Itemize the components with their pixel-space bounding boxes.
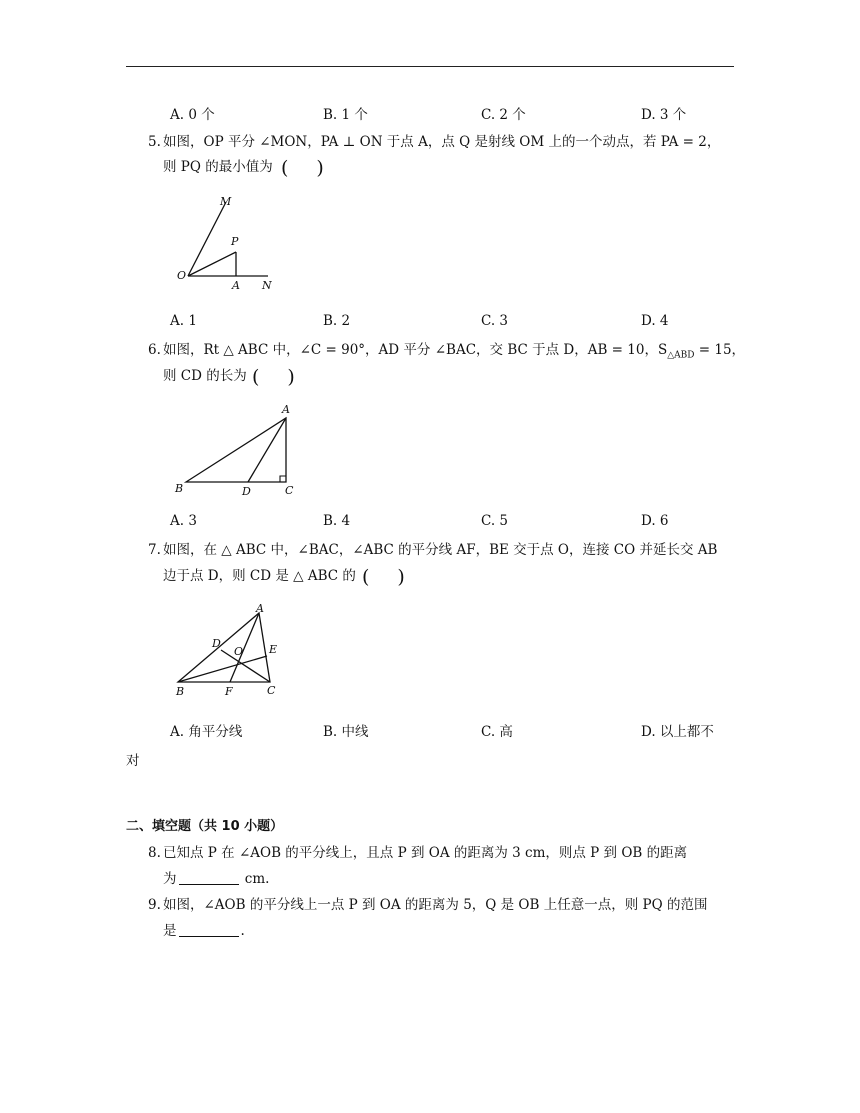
label-o: O — [234, 645, 244, 658]
label-d: D — [242, 485, 251, 498]
question-text-line2: 是 . — [163, 923, 245, 939]
label-f: F — [225, 685, 233, 698]
figure-triangle-bisectors — [170, 600, 290, 700]
label-p: P — [231, 235, 239, 248]
label-n: N — [262, 279, 272, 292]
option-d[interactable]: D. 以上都不 — [641, 724, 714, 740]
answer-blank-paren: ( ) — [252, 366, 295, 388]
segment-cd — [221, 650, 270, 682]
section-title: 二、填空题（共 10 小题） — [126, 819, 284, 834]
right-angle-mark — [280, 476, 286, 482]
answer-blank-paren: ( ) — [281, 157, 324, 179]
option-c[interactable]: C. 2 个 — [481, 107, 526, 123]
question-text-line1: 如图，∠AOB 的平分线上一点 P 到 OA 的距离为 5，Q 是 OB 上任意一点，则 PQ 的范围 — [163, 897, 708, 913]
label-b: B — [175, 482, 184, 495]
question-text-line1: 如图，在 △ ABC 中，∠BAC，∠ABC 的平分线 AF，BE 交于点 O，连接 CO 并延长交 AB — [163, 542, 718, 558]
bisector-be — [178, 656, 267, 682]
label-d: D — [212, 637, 221, 650]
option-d-wrap: 对 — [126, 753, 140, 769]
question-number: 8. — [148, 845, 161, 861]
segment-op — [188, 252, 236, 276]
ray-om — [188, 202, 226, 276]
question-text-line2: 则 PQ 的最小值为 — [163, 159, 273, 175]
figure-right-triangle — [170, 400, 305, 500]
question-number: 5. — [148, 134, 161, 150]
label-a: A — [256, 602, 264, 615]
option-a[interactable]: A. 角平分线 — [170, 724, 243, 740]
label-o: O — [177, 269, 187, 282]
question-text-line2: 为 cm. — [163, 871, 270, 887]
question-number: 7. — [148, 542, 161, 558]
option-c[interactable]: C. 5 — [481, 513, 509, 529]
option-b[interactable]: B. 1 个 — [323, 107, 368, 123]
option-a[interactable]: A. 1 — [170, 313, 197, 329]
label-e: E — [269, 643, 278, 656]
triangle-abc — [178, 613, 270, 682]
label-c: C — [267, 684, 276, 697]
fill-blank[interactable] — [179, 923, 239, 937]
option-b[interactable]: B. 2 — [323, 313, 351, 329]
option-d[interactable]: D. 3 个 — [641, 107, 687, 123]
question-text-line2: 边于点 D，则 CD 是 △ ABC 的 — [163, 568, 356, 584]
option-b[interactable]: B. 中线 — [323, 724, 369, 740]
label-m: M — [220, 195, 232, 208]
question-text-line2: 则 CD 的长为 — [163, 368, 247, 384]
option-c[interactable]: C. 高 — [481, 724, 513, 740]
question-number: 6. — [148, 342, 161, 358]
figure-angle-mon — [170, 190, 280, 295]
question-text-line1: 已知点 P 在 ∠AOB 的平分线上，且点 P 到 OA 的距离为 3 cm，则点 P 到 OB 的距离 — [163, 845, 688, 861]
option-c[interactable]: C. 3 — [481, 313, 509, 329]
option-d[interactable]: D. 6 — [641, 513, 669, 529]
triangle-abc — [186, 418, 286, 482]
header-rule — [126, 66, 734, 67]
label-b: B — [176, 685, 185, 698]
option-b[interactable]: B. 4 — [323, 513, 351, 529]
option-d[interactable]: D. 4 — [641, 313, 669, 329]
segment-ad — [248, 418, 286, 482]
question-number: 9. — [148, 897, 161, 913]
question-text-line1: 如图，OP 平分 ∠MON，PA ⊥ ON 于点 A，点 Q 是射线 OM 上的一个动点，若 PA = 2， — [163, 134, 721, 150]
label-a: A — [282, 403, 290, 416]
label-a: A — [232, 279, 240, 292]
answer-blank-paren: ( ) — [362, 566, 405, 588]
fill-blank[interactable] — [179, 871, 239, 885]
option-a[interactable]: A. 0 个 — [170, 107, 215, 123]
option-a[interactable]: A. 3 — [170, 513, 197, 529]
question-text-line1: 如图，Rt △ ABC 中，∠C = 90°，AD 平分 ∠BAC，交 BC 于点 D，AB = 10，$S_{\triangle ABD} = 15$， — [163, 342, 746, 361]
label-c: C — [285, 484, 294, 497]
